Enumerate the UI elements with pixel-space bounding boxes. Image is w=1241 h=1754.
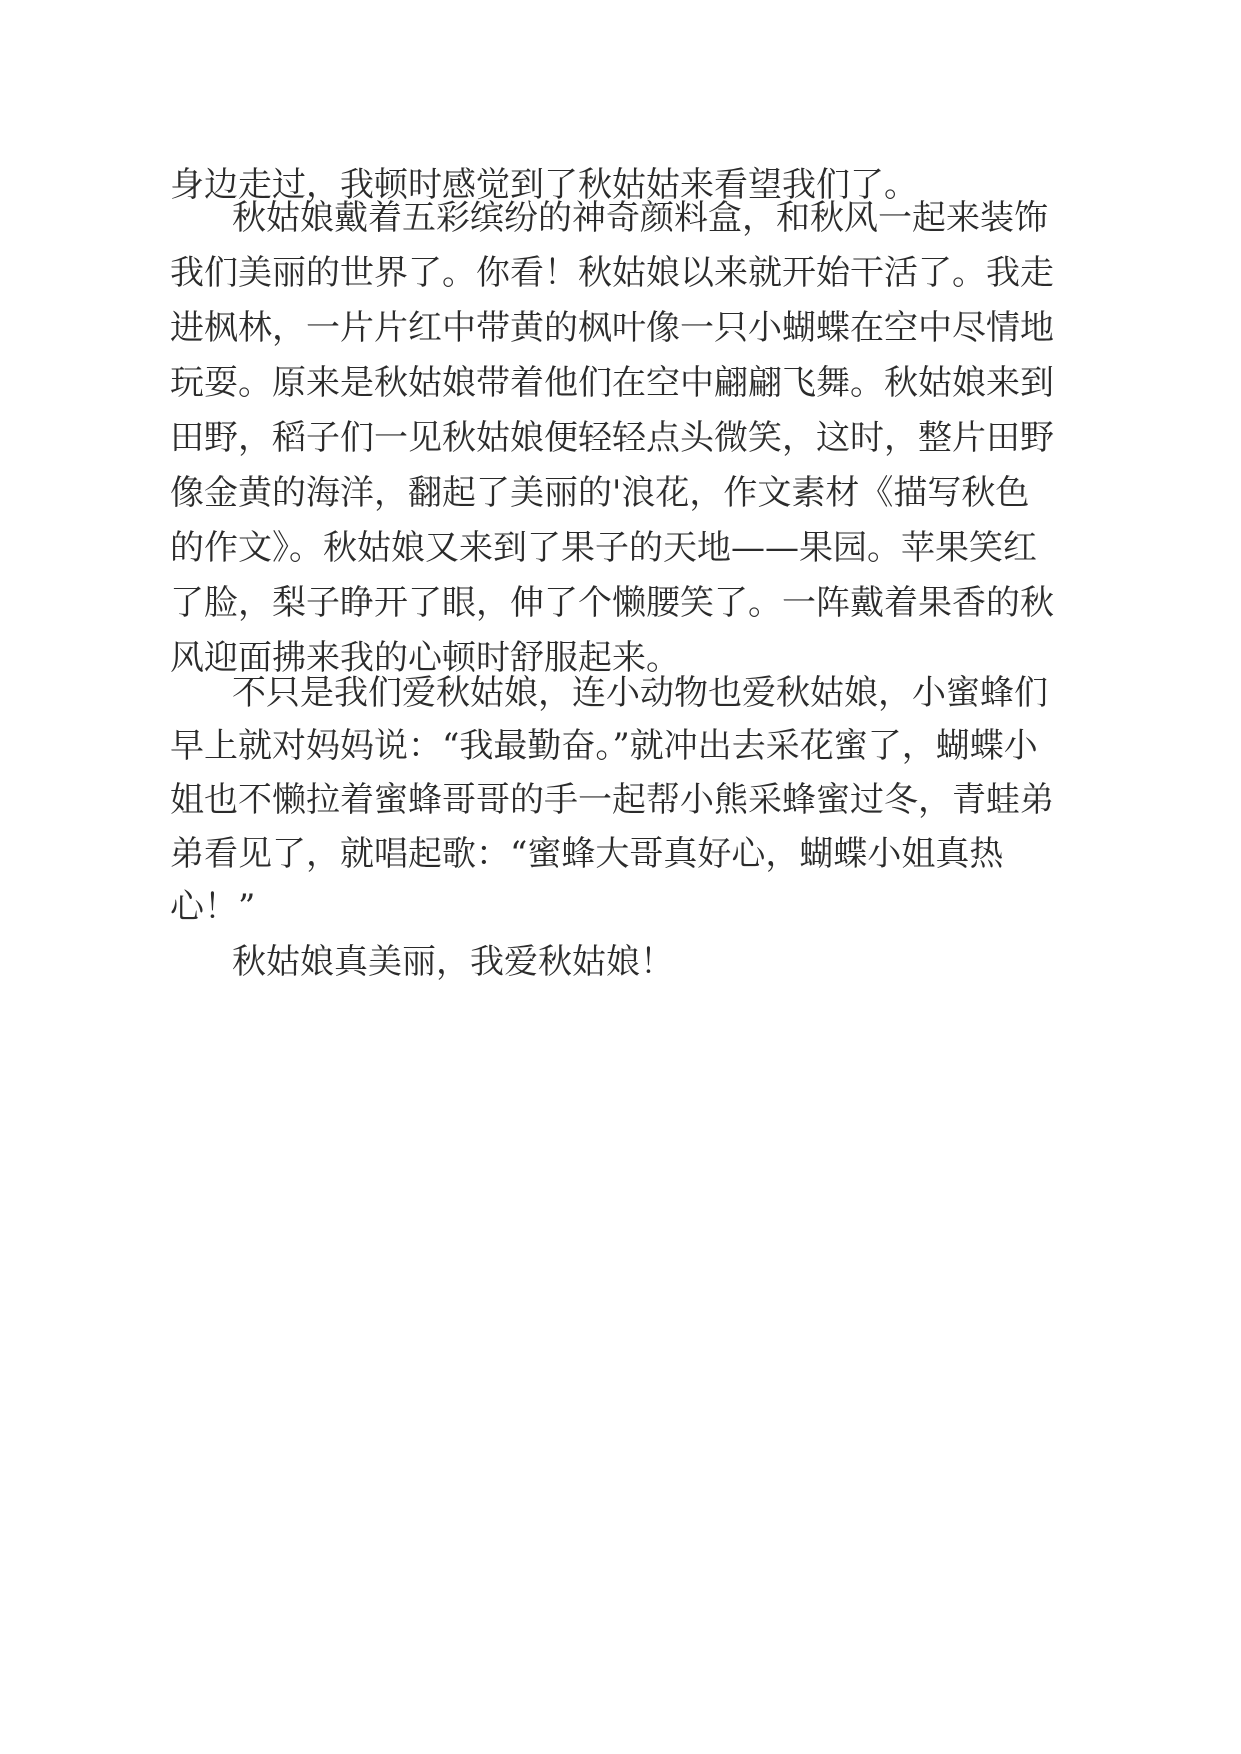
text-line: 我们美丽的世界了。你看！秋姑娘以来就开始干活了。我走: [170, 253, 1054, 293]
text-line: 像金黄的海洋，翻起了美丽的'浪花，作文素材《描写秋色: [170, 473, 1030, 513]
text-line: 身边走过，我顿时感觉到了秋姑姑来看望我们了。: [170, 165, 918, 205]
text-line: 进枫林，一片片红中带黄的枫叶像一只小蝴蝶在空中尽情地: [170, 308, 1054, 348]
text-line: 田野，稻子们一见秋姑娘便轻轻点头微笑，这时，整片田野: [170, 418, 1054, 458]
text-line: 了脸，梨子睁开了眼，伸了个懒腰笑了。一阵戴着果香的秋: [170, 583, 1054, 623]
paragraph-first-line: 秋姑娘戴着五彩缤纷的神奇颜料盒，和秋风一起来装饰: [232, 198, 1048, 238]
text-line: 早上就对妈妈说：“我最勤奋。”就冲出去采花蜜了，蝴蝶小: [170, 726, 1038, 766]
text-line: 玩耍。原来是秋姑娘带着他们在空中翩翩飞舞。秋姑娘来到: [170, 363, 1054, 403]
text-line: 风迎面拂来我的心顿时舒服起来。: [170, 638, 680, 678]
text-line: 的作文》。秋姑娘又来到了果子的天地——果园。苹果笑红: [170, 528, 1037, 568]
text-line: 弟看见了，就唱起歌：“蜜蜂大哥真好心，蝴蝶小姐真热: [170, 834, 1004, 874]
paragraph-first-line: 秋姑娘真美丽，我爱秋姑娘！: [232, 942, 674, 982]
text-line: 姐也不懒拉着蜜蜂哥哥的手一起帮小熊采蜂蜜过冬，青蛙弟: [170, 780, 1054, 820]
text-line: 心！”: [170, 887, 256, 927]
paragraph-first-line: 不只是我们爱秋姑娘，连小动物也爱秋姑娘，小蜜蜂们: [232, 673, 1048, 713]
